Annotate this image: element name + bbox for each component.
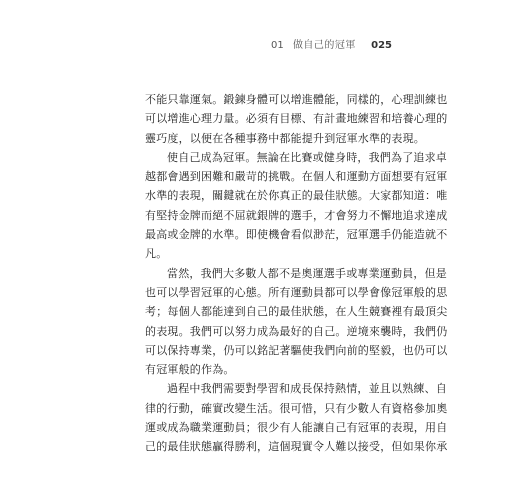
text-line: 當然，我們大多數人都不是奧運選手或專業運動員，但是 [167, 266, 447, 280]
running-header [271, 36, 392, 51]
text-line: 最高或金牌的水準。即使機會看似渺茫，冠軍選手仍能造就不 [145, 228, 448, 242]
text-line: 己的最佳狀態贏得勝利，這個現實令人難以接受，但如果你承 [145, 440, 448, 454]
text-line: 不能只靠運氣。鍛鍊身體可以增進體能，同樣的，心理訓練也 [145, 93, 448, 106]
text-line: 靈巧度，以便在各種事務中都能提升到冠軍水準的表現。 [145, 131, 425, 145]
page-number: 025 [371, 40, 392, 51]
body-text [145, 90, 448, 457]
chapter-number: 01 [271, 40, 284, 51]
text-line: 過程中我們需要對學習和成長保持熱情，並且以熟練、自 [167, 382, 447, 396]
text-line: 考；每個人都能達到自己的最佳狀態，在人生競賽裡有最頂尖 [145, 305, 448, 319]
text-line: 也可以學習冠軍的心態。所有運動員都可以學會像冠軍般的思 [145, 285, 448, 299]
text-line: 可以保持專業，仍可以銘記著驅使我們向前的堅毅，也仍可以 [145, 343, 448, 357]
text-line: 可以增進心理力量。必須有目標、有計畫地練習和培養心理的 [145, 112, 448, 126]
text-line: 運或成為職業運動員；很少有人能讓自己有冠軍的表現，用自 [145, 421, 448, 435]
text-line: 越都會遇到困難和嚴苛的挑戰。在個人和運動方面想要有冠軍 [145, 170, 448, 184]
text-line: 的表現。我們可以努力成為最好的自己。逆境來襲時，我們仍 [145, 324, 448, 338]
text-line: 使自己成為冠軍。無論在比賽或健身時，我們為了追求卓 [167, 150, 447, 164]
text-line: 有冠軍般的作為。 [145, 363, 235, 377]
text-line: 凡。 [145, 247, 168, 261]
text-line: 水準的表現，關鍵就在於你真正的最佳狀態。大家都知道：唯 [145, 189, 448, 203]
paragraph-3 [145, 264, 448, 380]
text-line: 律的行動，確實改變生活。很可惜，只有少數人有資格參加奧 [145, 401, 448, 415]
paragraph-4 [145, 379, 448, 456]
paragraph-1 [145, 90, 448, 148]
text-line: 有堅持金牌而絕不屈就銀牌的選手，才會努力不懈地追求達成 [145, 208, 448, 222]
paragraph-2 [145, 148, 448, 264]
chapter-title: 做自己的冠軍 [292, 40, 356, 51]
